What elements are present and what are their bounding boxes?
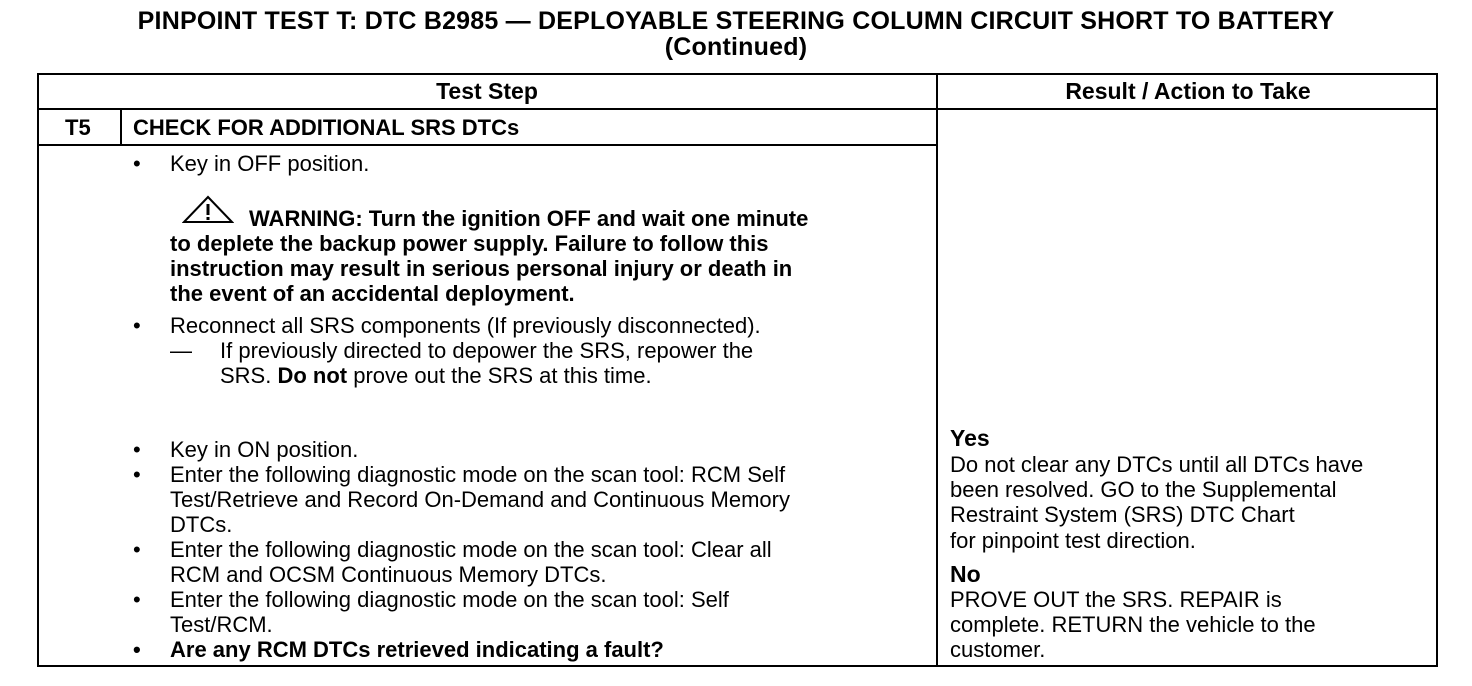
bullet: • [133,462,141,487]
step-question: Are any RCM DTCs retrieved indicating a fault? [170,637,664,662]
warning-line-1: WARNING: Turn the ignition OFF and wait one minute [249,206,809,231]
step-mode2-line-2: RCM and OCSM Continuous Memory DTCs. [170,562,607,587]
step-row-divider [37,144,938,146]
step-id-divider [120,109,122,145]
column-divider [936,73,938,667]
step-mode1-line-2: Test/Retrieve and Record On-Demand and Continuous Memory [170,487,790,512]
step-title: CHECK FOR ADDITIONAL SRS DTCs [133,115,520,140]
warning-line-4: the event of an accidental deployment. [170,281,575,306]
pinpoint-test-table [37,73,1438,667]
header-result: Result / Action to Take [1065,78,1311,104]
step-key-on: Key in ON position. [170,437,359,462]
warning-line-3: instruction may result in serious personal injury or death in [170,256,793,281]
step-key-off: Key in OFF position. [170,151,370,176]
result-no-line-1: PROVE OUT the SRS. REPAIR is [950,587,1282,612]
title-line-2: (Continued) [664,33,808,61]
result-no-label: No [950,561,981,587]
step-mode3-line-1: Enter the following diagnostic mode on the scan tool: Self [170,587,729,612]
header-test-step: Test Step [436,78,538,104]
step-reconnect: Reconnect all SRS components (If previously disconnected). [170,313,761,338]
result-yes-line-4: for pinpoint test direction. [950,528,1196,553]
warning-line-2: to deplete the backup power supply. Failure to follow this [170,231,769,256]
step-sub-line-1: If previously directed to depower the SRS, repower the [220,338,754,363]
bullet: • [133,313,141,338]
bullet: • [133,151,141,176]
header-divider [37,108,1438,110]
sub-text-a: SRS. [220,363,278,388]
result-yes-line-1: Do not clear any DTCs until all DTCs have [950,452,1364,477]
sub-text-c: prove out the SRS at this time. [347,363,652,388]
bullet: • [133,437,141,462]
result-yes-label: Yes [950,425,990,451]
result-no-line-2: complete. RETURN the vehicle to the [950,612,1316,637]
result-yes-line-2: been resolved. GO to the Supplemental [950,477,1337,502]
result-yes-line-3: Restraint System (SRS) DTC Chart [950,502,1295,527]
bullet: • [133,637,141,662]
bullet: • [133,537,141,562]
do-not-emphasis: Do not [277,363,348,388]
result-no-line-3: customer. [950,637,1046,662]
step-mode1-line-1: Enter the following diagnostic mode on the scan tool: RCM Self [170,462,786,487]
warning-icon [182,195,234,225]
step-mode2-line-1: Enter the following diagnostic mode on the scan tool: Clear all [170,537,772,562]
page-title [0,8,1472,60]
step-sub-line-2 [220,363,652,388]
dash: — [170,338,192,363]
step-id: T5 [65,115,91,140]
title-line-1: PINPOINT TEST T: DTC B2985 — DEPLOYABLE STEERING COLUMN CIRCUIT SHORT TO BATTERY [137,7,1335,35]
step-mode3-line-2: Test/RCM. [170,612,273,637]
step-mode1-line-3: DTCs. [170,512,233,537]
bullet: • [133,587,141,612]
